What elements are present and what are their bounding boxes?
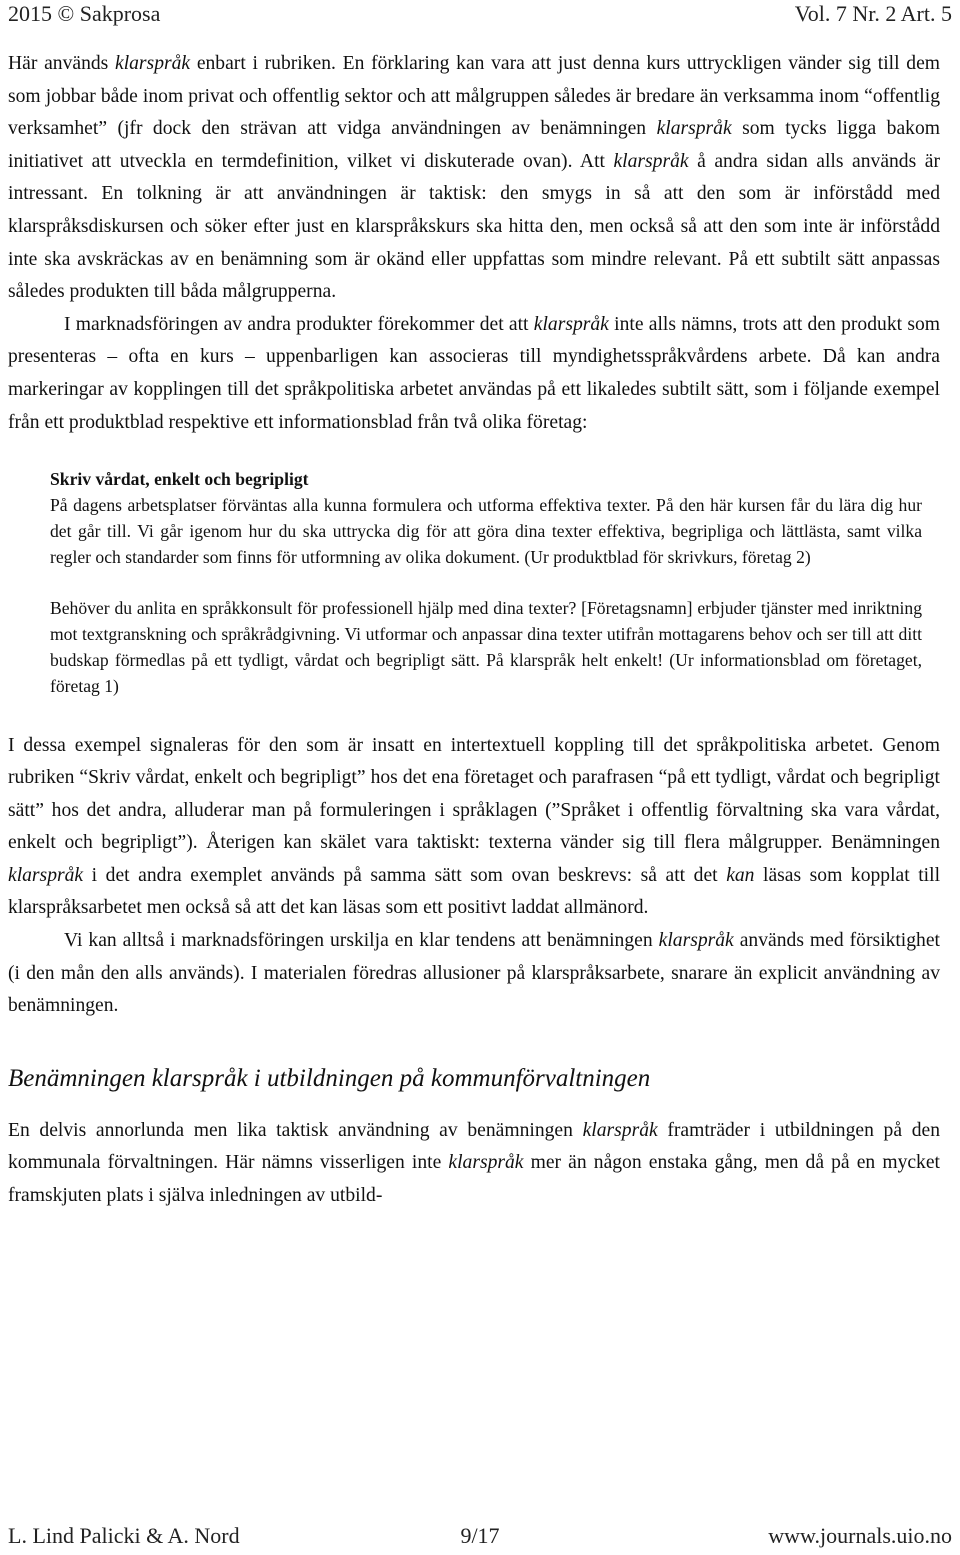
paragraph-3 bbox=[8, 730, 940, 926]
text-run: Vi kan alltså i marknadsföringen urskilja en klar tendens att benämningen bbox=[64, 930, 659, 952]
text-run: som tycks ligga bakom initiativet att utveckla en termdefinition, vilket vi diskuterade ovan). Att bbox=[8, 118, 940, 172]
block-quote bbox=[50, 467, 922, 699]
text-run: En delvis annorlunda men lika taktisk användning av benämningen bbox=[8, 1119, 583, 1141]
emphasis-term: kan bbox=[726, 864, 755, 886]
paragraph-4 bbox=[8, 925, 940, 1023]
quote-2 bbox=[50, 596, 922, 699]
text-run: läsas som kopplat till klarspråksarbetet men också så att det kan läsas som ett positivt laddat allmänord. bbox=[8, 864, 941, 919]
text-run: I dessa exempel signaleras för den som är insatt en intertextuell koppling till det språkpolitiska arbetet. Genom rubriken “Skriv vårdat, enkelt och begripligt” hos det ena företaget och parafrasen “på ett tydligt, vårdat och begripligt sätt” hos det andra, alluderar man på formuleringen i språklagen (”Språket i offentlig förvaltning ska vara vårdat, enkelt och begripligt”). Återigen kan skälet vara taktiskt: texterna vänder sig till flera målgrupper. Benämningen bbox=[8, 734, 940, 854]
text-run: Här används bbox=[8, 53, 115, 74]
header-volume: Vol. 7 Nr. 2 Art. 5 bbox=[794, 1, 952, 26]
footer-authors: L. Lind Palicki & A. Nord bbox=[8, 1523, 240, 1548]
page-header bbox=[8, 0, 952, 28]
emphasis-term: klarspråk bbox=[448, 1152, 524, 1174]
quote-1 bbox=[50, 467, 922, 570]
paragraph-5 bbox=[8, 1115, 940, 1213]
text-run: mer än någon enstaka gång, men då på en mycket framskjuten plats i själva inledningen av utbild- bbox=[8, 1152, 940, 1207]
header-copyright: 2015 © Sakprosa bbox=[8, 1, 161, 26]
text-run: i det andra exemplet används på samma sätt som ovan beskrevs: så att det bbox=[83, 864, 727, 886]
text-run: framträder i utbildningen på den kommunala förvaltningen. Här nämns visserligen inte bbox=[8, 1119, 940, 1174]
emphasis-term: klarspråk bbox=[656, 118, 732, 140]
emphasis-term: klarspråk bbox=[582, 1119, 658, 1141]
emphasis-term: klarspråk bbox=[8, 864, 84, 886]
footer-url: www.journals.uio.no bbox=[768, 1523, 952, 1548]
paragraph-1 bbox=[8, 48, 940, 309]
emphasis-term: klarspråk bbox=[613, 150, 689, 172]
emphasis-term: klarspråk bbox=[115, 53, 191, 74]
page-footer bbox=[8, 1522, 952, 1550]
paragraph-2 bbox=[8, 309, 940, 439]
quote-1-text: På dagens arbetsplatser förväntas alla kunna formulera och utforma effektiva texter. På den här kursen får du lära dig hur det går till. Vi går igenom hur du ska uttrycka dig för att göra dina texter effektiva, begripliga och lättlästa, samt vilka regler och standarder som finns för utformning av olika dokument. (Ur produktblad för skrivkurs, företag 2) bbox=[50, 494, 922, 567]
text-run: I marknadsföringen av andra produkter förekommer det att bbox=[64, 313, 534, 335]
emphasis-term: klarspråk bbox=[533, 313, 609, 335]
page-number: 9/17 bbox=[460, 1523, 500, 1548]
text-run: enbart i rubriken. En förklaring kan vara att just denna kurs uttryckligen vänder sig till dem som jobbar både inom privat och offentlig sektor och att målgruppen således är bredare än verksamma inom “offentlig verksamhet” (jfr dock den strävan att vidga användningen av benämningen bbox=[8, 53, 941, 140]
text-run: inte alls nämns, trots att den produkt som presenteras – ofta en kurs – uppenbarligen kan associeras till myndighetsspråkvårdens arbete. Då kan andra markeringar av kopplingen till det språkpolitiska arbetet användas på ett likaledes subtilt sätt, som i följande exempel från ett produktblad respektive ett informationsblad från två olika företag: bbox=[8, 313, 940, 433]
quote-2-text: Behöver du anlita en språkkonsult för professionell hjälp med dina texter? [Företagsnamn] erbjuder tjänster med inriktning mot textgranskning och språkrådgivning. Vi utformar och anpassar dina texter utifrån mottagarens behov och ser till att ditt budskap förmedlas på ett tydligt, vårdat och begripligt sätt. På klarspråk helt enkelt! (Ur informationsblad om företaget, företag 1) bbox=[50, 598, 922, 696]
section-heading: Benämningen klarspråk i utbildningen på kommunförvaltningen bbox=[8, 1064, 651, 1092]
emphasis-term: klarspråk bbox=[658, 930, 734, 952]
text-run: används med försiktighet (i den mån den alls används). I materialen föredras allusioner på klarspråksarbete, snarare än explicit användning av benämningen. bbox=[8, 930, 940, 1017]
quote-title: Skriv vårdat, enkelt och begripligt bbox=[50, 469, 309, 490]
article-body bbox=[8, 48, 940, 1213]
text-run: å andra sidan alls används är intressant. En tolkning är att användningen är taktisk: den smygs in så att den som är införstådd med klarspråksdiskursen och söker efter just en klarspråkskurs ska hitta den, men också så att den som inte är införstådd inte ska avskräckas av en benämning som är okänd eller uppfattas som mindre relevant. På ett subtilt sätt anpassas således produkten till båda målgrupperna. bbox=[8, 150, 940, 303]
